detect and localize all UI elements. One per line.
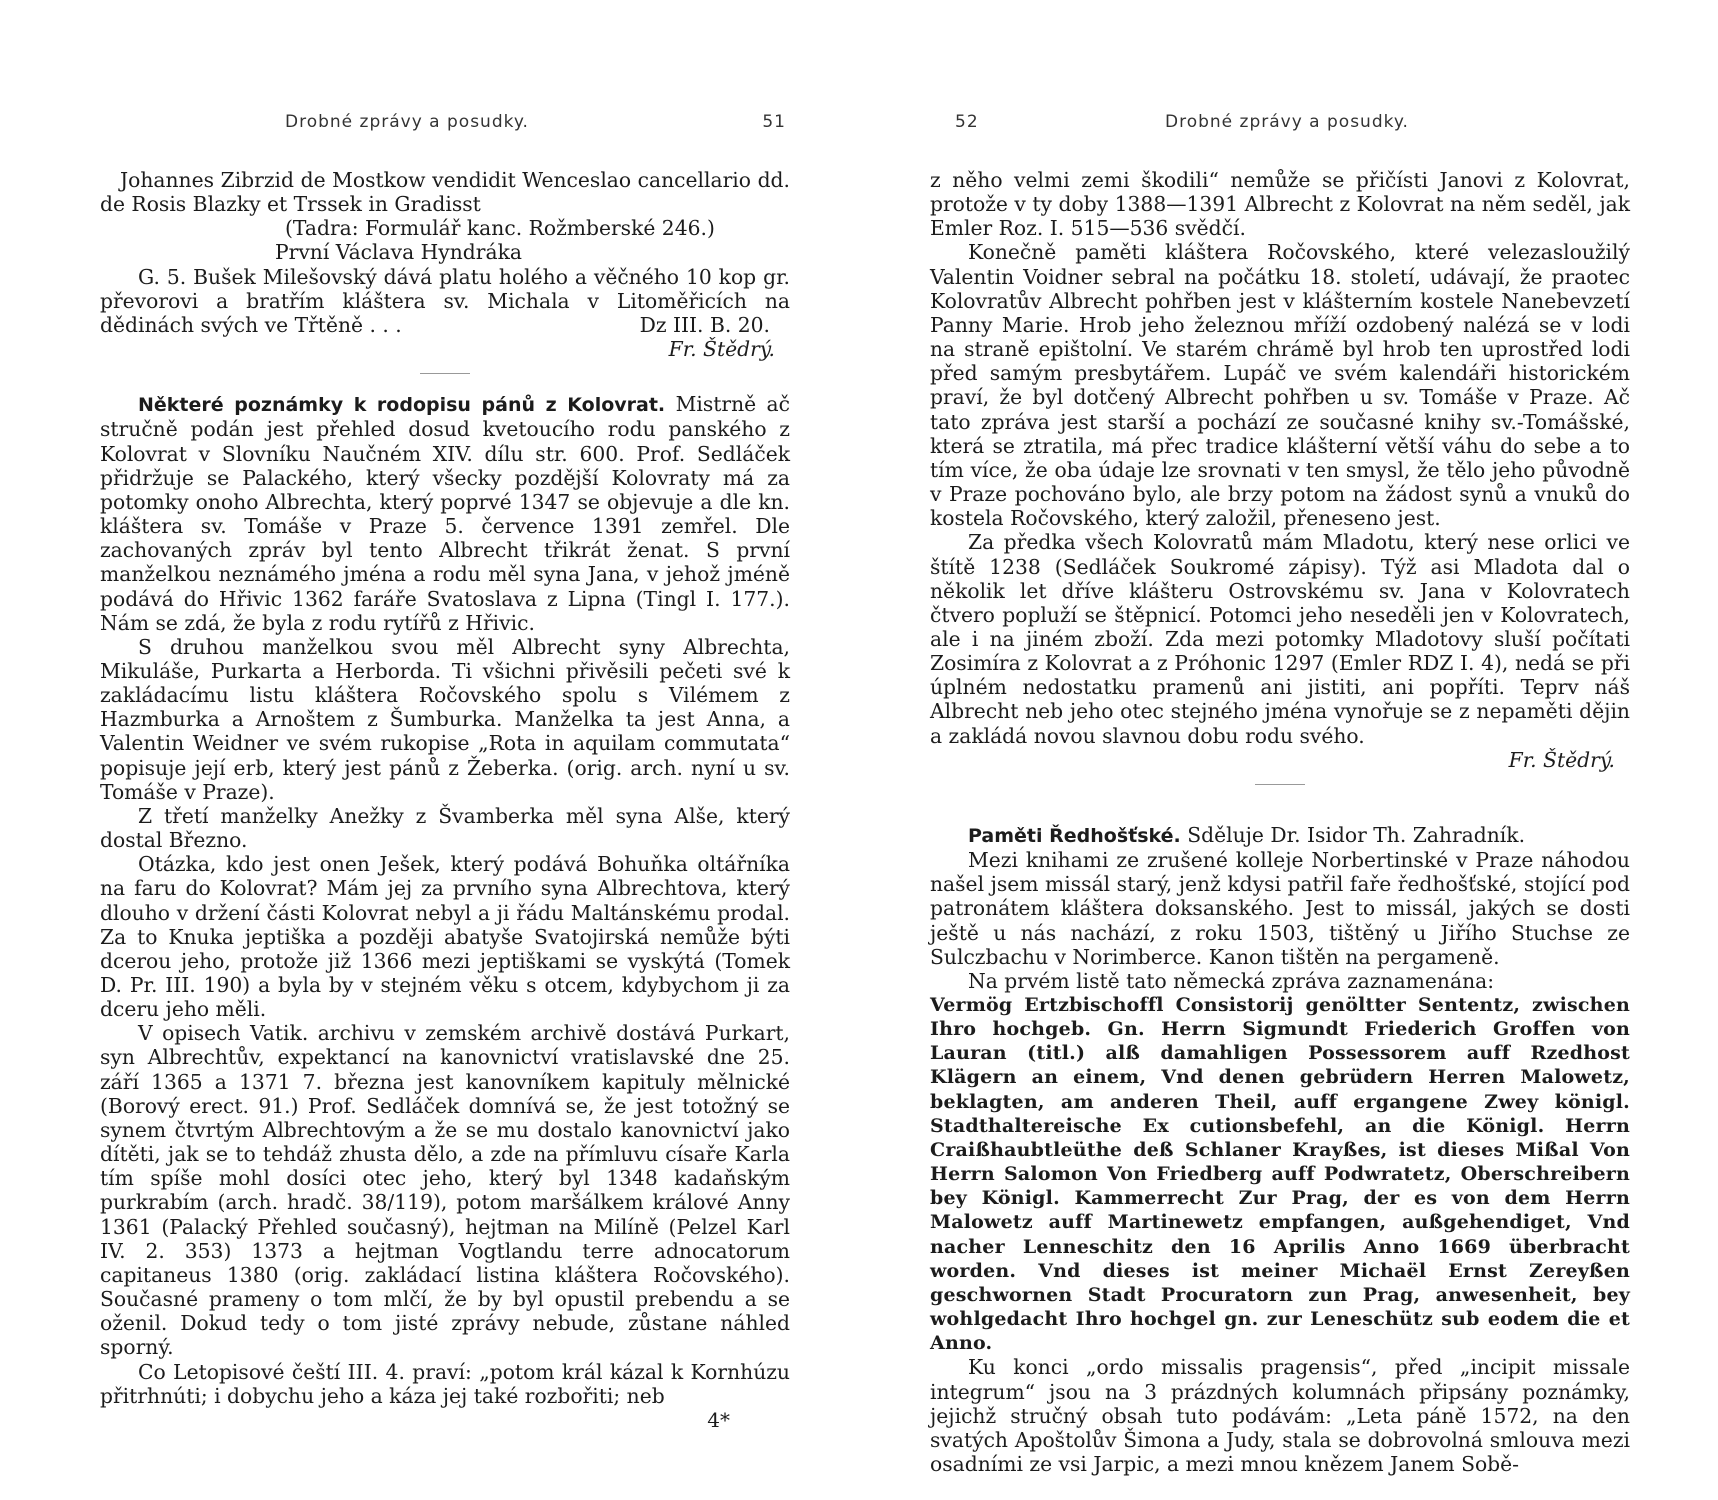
signature: Fr. Štědrý. [668,337,775,362]
paragraph [100,392,790,635]
paragraph: Mezi knihami ze zrušené kolleje Norbertinské v Praze náhodou našel jsem missál starý, jenž kdysi patřil faře ředhošťské, stojící pod patronátem kláštera doksanského. Jest to missál, jakých se dosti ještě u nás nachází, z roku 1503, tištěný u Jiřího Stuchse ze Sulczbachu v Norimberce. Kanon tištěn na pergameně. [930,848,1630,969]
article-heading: Některé poznámky k rodopisu pánů z Kolovrat. [138,394,666,417]
sub-heading: První Václava Hyndráka [275,240,522,265]
blackletter-quote [930,993,1630,1355]
paragraph [930,823,1630,848]
paragraph [100,265,790,337]
citation: (Tadra: Formulář kanc. Rožmberské 246.) [285,216,715,241]
paragraph-text: G. 5. Bušek Milešovský dává platu holého a věčného 10 kop gr. převorovi a bratřím kláštera sv. Michala v Litoměřicích na dědinách svých ve Třtěně . . . [100,264,790,337]
right-page [930,0,1630,1500]
paragraph: Na prvém listě tato německá zpráva zaznamenána: [968,968,1495,993]
paragraph-text: Sděluje Dr. Isidor Th. Zahradník. [1187,822,1526,847]
page-body-right [930,168,1630,1476]
paragraph: Za předka všech Kolovratů mám Mladotu, který nese orlici ve štítě 1238 (Sedláček Soukromé zápisy). Týž asi Mladota dal o několik let dříve klášteru Ostrovskému sv. Jana v Kolovratech čtvero popluží se štěpnicí. Potomci jeho neseděli jen v Kolovratech, ale i na jiném zboží. Zda mezi potomky Mladotovy sluší počítati Zosimíra z Kolovrat a z Próhonic 1297 (Emler RDZ I. 4), nedá se při úplném nedostatku pramenů ani jistiti, ani popříti. Teprv náš Albrecht neb jeho otec stejného jména vynořuje se z nepaměti dějin a zakládá novou slavnou dobu rodu svého. [930,530,1630,748]
article-heading: Paměti Ředhošťské. [968,824,1181,847]
citation: Dz III. B. 20. [639,312,770,337]
paragraph: Konečně paměti kláštera Ročovského, které velezasloužilý Valentin Voidner sebral na počátku 18. století, udávají, že praotec Kolovratův Albrecht pohřben jest v klášterním kostele Nanebevzetí Panny Marie. Hrob jeho železnou mříží ozdobený nalézá se v lodi na straně epištolní. Ve starém chrámě byl hrob ten uprostřed lodi před samým presbytářem. Lupáč ve svém kalendáři historickém praví, že byl dotčený Albrecht pohřben u sv. Tomáše v Praze. Ač tato zpráva jest starší a pochází ze současné knihy sv.-Tomášské, která se ztratila, má přec tradice klášterní větší váhu do sebe a to tím více, že oba údaje lze srovnati v ten smysl, že tělo jeho původně v Praze pochováno bylo, ale brzy potom na žádost synů a vnuků do kostela Ročovského, který založil, přeneseno jest. [930,240,1630,531]
paragraph: Z třetí manželky Anežky z Švamberka měl syna Alše, který dostal Březno. [100,803,790,853]
paragraph: Otázka, kdo jest onen Ješek, který podává Bohuňka oltářníka na faru do Kolovrat? Mám jej za prvního syna Albrechtova, který dlouho v držení části Kolovrat nebyl a ji řádu Maltánskému prodal. Za to Knuka jeptiška a později abatyše Svatojirská nemůže býti dcerou jeho, protože již 1366 mezi jeptiškami se vyskýtá (Tomek D. Pr. III. 190) a byla by v stejném věku s otcem, kdybychom ji za dceru jeho měli. [100,852,790,1022]
page-number: 52 [955,112,979,132]
section-divider [1255,784,1305,785]
paragraph: S druhou manželkou svou měl Albrecht syny Albrechta, Mikuláše, Purkarta a Herborda. Ti všichni přivěsili pečeti své k zakládacímu listu kláštera Ročovského spolu s Vilémem z Hazmburka a Arnoštem z Šumburka. Manželka ta jest Anna, a Valentin Weidner ve svém rukopise „Rota in aquilam commutata“ popisuje její erb, který jest pánů z Žeberka. (orig. arch. nyní u sv. Tomáše v Praze). [100,634,790,804]
paragraph: Johannes Zibrzid de Mostkow vendidit Wenceslao cancellario dd. de Rosis Blazky et Trssek in Gradisst [100,168,790,217]
paragraph-text: Mistrně ač stručně podán jest přehled dosud kvetoucího rodu panského z Kolovrat v Slovníku Naučném XIV. dílu str. 600. Prof. Sedláček přidržuje se Palackého, který všecky pozdější Kolovraty má za potomky onoho Albrechta, který poprvé 1347 se objevuje a dle kn. kláštera sv. Tomáše v Praze 5. července 1391 zemřel. Dle zachovaných zpráv byl tento Albrecht třikrát ženat. S první manželkou neznámého jména a rodu měl syna Jana, v jehož jméně podává do Hřivic 1362 faráře Svatoslava z Lipna (Tingl I. 177.). Nám se zdá, že byla z rodu rytířů z Hřivic. [100,392,791,635]
page-number: 51 [762,112,786,132]
quote-text: Vermög Ertzbischoffl Consistorij genöltter Sententz, zwischen Ihro hochgeb. Gn. Herrn Sigmundt Friederich Groffen von Lauran (titl.) alß damahligen Possessorem auff Rzedhost Klägern an einem, Vnd denen gebrüdern Herren Malowetz, beklagten, am anderen Theil, auff ergangene Zwey königl. Stadthaltereische Ex cutionsbefehl, an die Königl. Herrn Craißhaubtleüthe deß Schlaner Krayßes, ist dieses Mißal Von Herrn Salomon Von Friedberg auff Podwratetz, Oberschreibern bey Königl. Kammerrecht Zur Prag, der es von dem Herrn Malowetz auff Martinewetz empfangen, außgehendiget, Vnd nacher Lenneschitz den 16 Aprilis Anno 1669 überbracht worden. Vnd dieses ist meiner Michaël Ernst Zereyßen geschwornen Stadt Procuratorn zun Prag, anwesenheit, bey wohlgedacht Ihro hochgel gn. zur Leneschütz sub eodem die et Anno. [930,994,1630,1355]
paragraph: Co Letopisové čeští III. 4. praví: „potom král kázal k Kornhúzu přitrhnúti; i dobychu jeho a káza jej také rozbořiti; neb [100,1359,790,1408]
paragraph: Ku konci „ordo missalis pragensis“, před „incipit missale integrum“ jsou na 3 prázdných kolumnách připsány poznámky, jejichž stručný obsah tuto podávám: „Leta páně 1572, na den svatých Apoštolův Šimona a Judy, stala se dobrovolná smlouva mezi osadními ze vsi Jarpic, a mezi mnou knězem Janem Sobě- [930,1355,1630,1476]
page-body-left [100,168,790,1432]
signature-mark: 4* [707,1407,730,1432]
section-divider [420,373,470,374]
paragraph: V opisech Vatik. archivu v zemském archivě dostává Purkart, syn Albrechtův, expektancí na kanovnictví vratislavské dne 25. září 1365 a 1371 7. března jest kanovníkem kapituly mělnické (Borový erect. 91.) Prof. Sedláček domnívá se, že jest totožný se synem čtvrtým Albrechtovým a že se mu dostalo kanovnictví jako dítěti, jak se to tehdáž zhusta dělo, a zde na přímluvu císaře Karla tím spíše mohl dosíci otec jeho, který byl 1348 kadaňským purkrabím (arch. hradč. 38/119), potom maršálkem králové Anny 1361 (Palacký Přehled současný), hejtman na Milíně (Pelzel Karl IV. 2. 353) 1373 a hejtman Vogtlandu terre adnocatorum capitaneus 1380 (orig. zakládací listina kláštera Ročovského). Současné prameny o tom mlčí, že by byl opustil prebendu a se oženil. Dokud tedy o tom jisté zprávy nebude, zůstane náhled sporný. [100,1021,790,1360]
left-page [100,0,790,1500]
running-title: Drobné zprávy a posudky. [285,112,529,132]
paragraph: z něho velmi zemi škodili“ nemůže se přičísti Janovi z Kolovrat, protože v ty doby 1388—1391 Albrecht z Kolovrat na něm seděl, jak Emler Roz. I. 515—536 svědčí. [930,168,1630,241]
running-header-left [100,112,790,138]
running-header-right [930,112,1630,138]
running-title: Drobné zprávy a posudky. [1165,112,1409,132]
signature: Fr. Štědrý. [1508,747,1615,772]
